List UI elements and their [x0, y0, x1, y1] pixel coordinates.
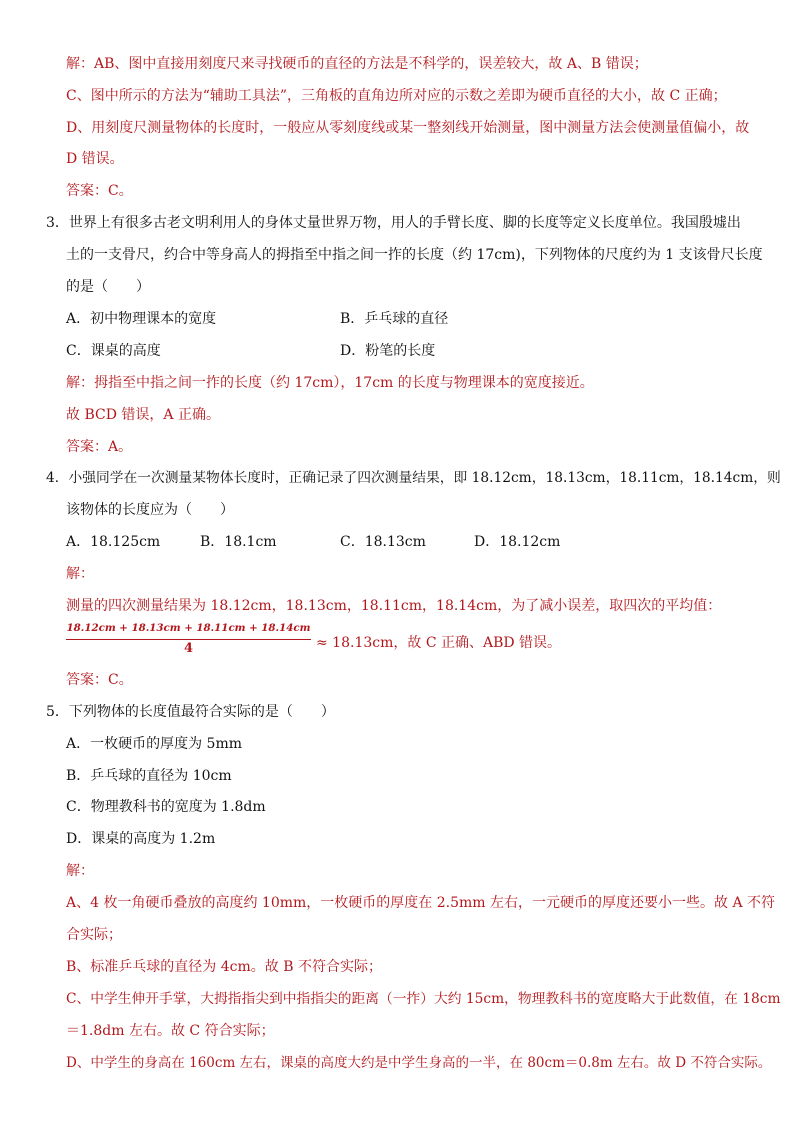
- q5-option-a: A．一枚硬币的厚度为 5mm: [66, 736, 243, 752]
- q2-answer: 答案：C。: [66, 183, 133, 199]
- q3-option-d: D．粉笔的长度: [340, 343, 436, 359]
- q4-option-c: C．18.13cm: [340, 534, 426, 550]
- q3-solution-line1: 解：拇指至中指之间一拃的长度（约 17cm），17cm 的长度与物理课本的宽度接近。: [66, 375, 594, 391]
- q5-solution-c-line1: C、中学生伸开手掌，大拇指指尖到中指指尖的距离（一拃）大约 15cm，物理教科书的宽度略大于此数值，在 18cm: [66, 991, 781, 1007]
- q4-option-d: D．18.12cm: [474, 534, 561, 550]
- q5-solution-c-line2: ＝1.8dm 左右。故 C 符合实际；: [66, 1023, 275, 1039]
- q5-solution-a-line2: 合实际；: [66, 927, 122, 943]
- q2-solution-ab: 解：AB、图中直接用刻度尺来寻找硬币的直径的方法是不科学的，误差较大，故 A、B 错误；: [66, 56, 648, 72]
- q5-solution-d: D、中学生的身高在 160cm 左右，课桌的高度大约是中学生身高的一半，在 80cm＝0.8m 左右。故 D 不符合实际。: [66, 1055, 772, 1071]
- q3-answer: 答案：A。: [66, 439, 133, 455]
- q2-solution-d-line2: D 错误。: [66, 151, 124, 167]
- q3-solution-line2: 故 BCD 错误，A 正确。: [66, 407, 220, 423]
- q3-stem-line1: 3．世界上有很多古老文明利用人的身体丈量世界万物，用人的手臂长度、脚的长度等定义长度单位。我国殷墟出: [46, 215, 741, 231]
- q2-solution-d-line1: D、用刻度尺测量物体的长度时，一般应从零刻度线或某一整刻线开始测量，图中测量方法会使测量值偏小，故: [66, 120, 750, 136]
- q3-stem-line3: 的是（ ）: [66, 279, 150, 295]
- q5-option-b: B．乒乓球的直径为 10cm: [66, 768, 232, 784]
- q3-option-c: C．课桌的高度: [66, 343, 161, 359]
- q4-option-a: A．18.125cm: [66, 534, 161, 550]
- q4-solution-line2: ≈ 18.13cm，故 C 正确、ABD 错误。: [316, 635, 562, 651]
- q5-solution-a-line1: A、4 枚一角硬币叠放的高度约 10mm，一枚硬币的厚度在 2.5mm 左右，一元硬币的厚度还要小一些。故 A 不符: [66, 895, 776, 911]
- q4-stem-line2: 该物体的长度应为（ ）: [66, 502, 234, 518]
- q4-solution-label: 解：: [66, 566, 94, 582]
- q5-solution-b: B、标准乒乓球的直径为 4cm。故 B 不符合实际；: [66, 959, 382, 975]
- q4-fraction-denominator: 4: [183, 641, 194, 656]
- q4-average-fraction: [66, 620, 311, 656]
- q5-option-d: D．课桌的高度为 1.2m: [66, 831, 216, 847]
- q5-option-c: C．物理教科书的宽度为 1.8dm: [66, 799, 266, 815]
- q3-stem-line2: 土的一支骨尺，约合中等身高人的拇指至中指之间一拃的长度（约 17cm)，下列物体的尺度约为 1 支该骨尺长度: [66, 247, 763, 263]
- q4-stem-line1: 4．小强同学在一次测量某物体长度时，正确记录了四次测量结果，即 18.12cm，18.13cm，18.11cm，18.14cm，则: [46, 470, 781, 486]
- q2-solution-c: C、图中所示的方法为“辅助工具法”，三角板的直角边所对应的示数之差即为硬币直径的大小，故 C 正确；: [66, 88, 727, 104]
- q4-option-b: B．18.1cm: [200, 534, 277, 550]
- q3-option-a: A．初中物理课本的宽度: [66, 311, 217, 327]
- q4-fraction-bar: [66, 639, 311, 640]
- q3-option-b: B．乒乓球的直径: [340, 311, 449, 327]
- q4-solution-line1: 测量的四次测量结果为 18.12cm，18.13cm，18.11cm，18.14cm，为了减小误差，取四次的平均值：: [66, 598, 722, 614]
- q4-answer: 答案：C。: [66, 672, 133, 688]
- q5-stem: 5．下列物体的长度值最符合实际的是（ ）: [46, 704, 335, 720]
- q4-fraction-numerator: 18.12cm + 18.13cm + 18.11cm + 18.14cm: [66, 622, 311, 634]
- q5-solution-label: 解：: [66, 863, 94, 879]
